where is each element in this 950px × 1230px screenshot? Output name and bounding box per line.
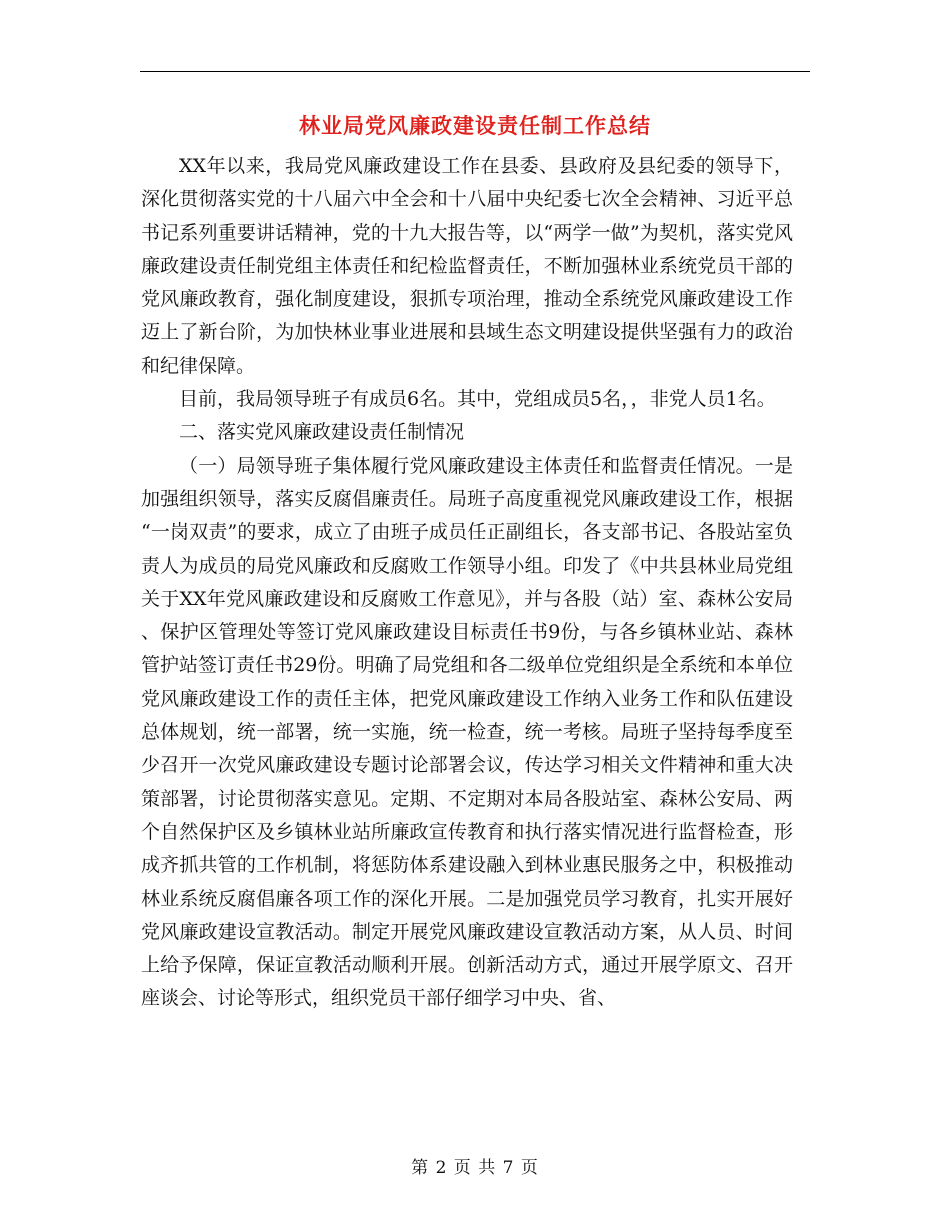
section-heading: 二、落实党风廉政建设责任制情况 — [179, 421, 465, 444]
header-rule — [140, 71, 810, 72]
paragraph-intro: XX年以来，我局党风廉政建设工作在县委、县政府及县纪委的领导下，深化贯彻落实党的十八届六中全会和十八届中央纪委七次全会精神、习近平总书记系列重要讲话精神，党的十九大报告等，以“两学一做”为契机，落实党风廉政建设责任制党组主体责任和纪检监督责任，不断加强林业系统党员干部的党风廉政教育，强化制度建设，狠抓专项治理，推动全系统党风廉政建设工作迈上了新台阶，为加快林业事业进展和县域生态文明建设提供坚强有力的政治和纪律保障。 — [141, 155, 793, 377]
paragraph-leadership: 目前，我局领导班子有成员6名。其中，党组成员5名，，非党人员1名。 — [179, 388, 776, 411]
paragraph-responsibility: （一）局领导班子集体履行党风廉政建设主体责任和监督责任情况。一是加强组织领导，落实反腐倡廉责任。局班子高度重视党风廉政建设工作，根据“一岗双责”的要求，成立了由班子成员任正副组长，各支部书记、各股站室负责人为成员的局党风廉政和反腐败工作领导小组。印发了《中共县林业局党组关于XX年党风廉政建设和反腐败工作意见》，并与各股（站）室、森林公安局、保护区管理处等签订党风廉政建设目标责任书9份，与各乡镇林业站、森林管护站签订责任书29份。明确了局党组和各二级单位党组织是全系统和本单位党风廉政建设工作的责任主体，把党风廉政建设工作纳入业务工作和队伍建设总体规划，统一部署，统一实施，统一检查，统一考核。局班子坚持每季度至少召开一次党风廉政建设专题讨论部署会议，传达学习相关文件精神和重大决策部署，讨论贯彻落实意见。定期、不定期对本局各股站室、森林公安局、两个自然保护区及乡镇林业站所廉政宣传教育和执行落实情况进行监督检查，形成齐抓共管的工作机制，将惩防体系建设融入到林业惠民服务之中，积极推动林业系统反腐倡廉各项工作的深化开展。二是加强党员学习教育，扎实开展好党风廉政建设宣教活动。制定开展党风廉政建设宣教活动方案，从人员、时间上给予保障，保证宣教活动顺利开展。创新活动方式，通过开展学原文、召开座谈会、讨论等形式，组织党员干部仔细学习中央、省、 — [141, 454, 793, 1010]
page-number: 第 2 页 共 7 页 — [411, 1158, 539, 1178]
document-body — [141, 150, 793, 1016]
document-title: 林业局党风廉政建设责任制工作总结 — [299, 113, 651, 138]
